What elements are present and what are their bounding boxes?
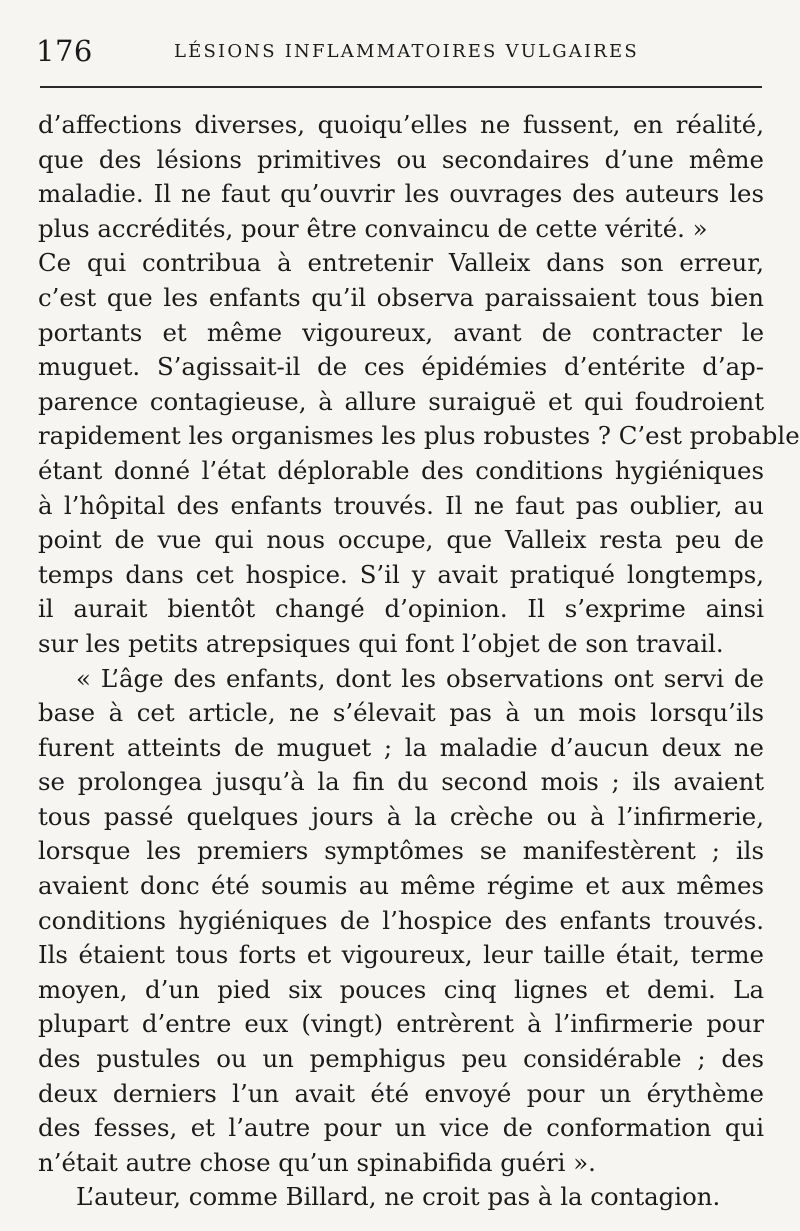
header-rule — [40, 86, 762, 88]
text-line: furent atteints de muguet ; la maladie d’aucun deux ne — [38, 732, 764, 762]
text-line: d’affections diverses, quoiqu’elles ne fussent, en réalité, — [38, 110, 764, 139]
page-header — [36, 32, 796, 72]
text-line: maladie. Il ne faut qu’ouvrir les ouvrages des auteurs les — [38, 179, 764, 209]
text-line: temps dans cet hospice. S’il y avait pratiqué longtemps, — [38, 559, 764, 589]
text-line: tous passé quelques jours à la crèche ou à l’infirmerie, — [38, 801, 764, 831]
text-line: L’auteur, comme Billard, ne croit pas à la contagion. — [76, 1182, 721, 1212]
text-line: deux derniers l’un avait été envoyé pour un érythème — [38, 1078, 764, 1108]
text-line: Ils étaient tous forts et vigoureux, leur taille était, terme — [38, 940, 764, 970]
text-line: portants et même vigoureux, avant de contracter le — [38, 317, 764, 347]
text-line: plupart d’entre eux (vingt) entrèrent à l’infirmerie pour — [38, 1009, 764, 1039]
text-line: rapidement les organismes les plus robustes ? C’est probable — [38, 421, 800, 451]
text-line: plus accrédités, pour être convaincu de cette vérité. » — [38, 213, 708, 243]
running-title: LÉSIONS INFLAMMATOIRES VULGAIRES — [174, 41, 639, 62]
text-line: à l’hôpital des enfants trouvés. Il ne faut pas oublier, au — [38, 490, 764, 520]
body-text — [38, 108, 800, 1215]
text-line: point de vue qui nous occupe, que Valleix resta peu de — [38, 525, 764, 555]
text-line: parence contagieuse, à allure suraiguë et qui foudroient — [38, 386, 764, 416]
text-line: des fesses, et l’autre pour un vice de conformation qui — [38, 1113, 764, 1143]
text-line: c’est que les enfants qu’il observa paraissaient tous bien — [38, 282, 764, 312]
text-line: « L’âge des enfants, dont les observations ont servi de — [76, 663, 764, 693]
text-line: moyen, d’un pied six pouces cinq lignes et demi. La — [38, 974, 764, 1004]
text-line: étant donné l’état déplorable des conditions hygiéniques — [38, 455, 764, 485]
text-line: conditions hygiéniques de l’hospice des enfants trouvés. — [38, 905, 764, 935]
text-line: que des lésions primitives ou secondaires d’une même — [38, 144, 764, 174]
text-line: se prolongea jusqu’à la fin du second mois ; ils avaient — [38, 767, 764, 797]
text-line: il aurait bientôt changé d’opinion. Il s’exprime ainsi — [38, 594, 764, 624]
text-line: des pustules ou un pemphigus peu considérable ; des — [38, 1044, 764, 1074]
text-line: lorsque les premiers symptômes se manifestèrent ; ils — [38, 836, 764, 866]
text-line: Ce qui contribua à entretenir Valleix dans son erreur, — [38, 248, 764, 278]
text-line: base à cet article, ne s’élevait pas à un mois lorsqu’ils — [38, 698, 764, 728]
text-line: avaient donc été soumis au même régime et aux mêmes — [38, 871, 764, 901]
text-line: n’était autre chose qu’un spinabifida guéri ». — [38, 1147, 596, 1177]
page-number: 176 — [36, 34, 93, 68]
text-line: sur les petits atrepsiques qui font l’objet de son travail. — [38, 628, 724, 658]
text-line: muguet. S’agissait-il de ces épidémies d’entérite d’ap- — [38, 352, 764, 382]
